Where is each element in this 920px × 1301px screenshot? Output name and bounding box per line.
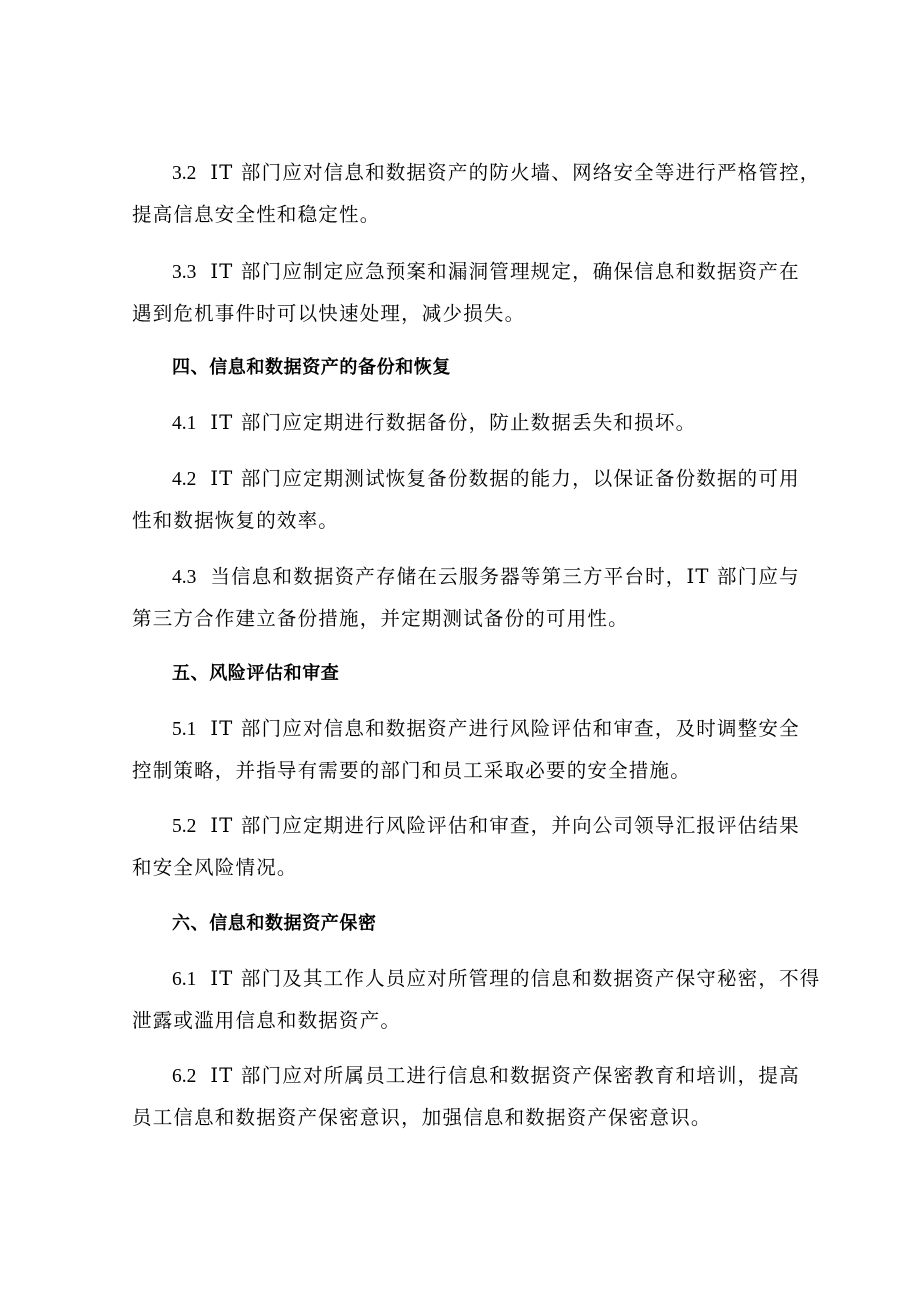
clause-4-2 <box>132 458 800 542</box>
clause-number: 3.3 <box>172 262 197 283</box>
clause-text: IT 部门应定期测试恢复备份数据的能力，以保证备份数据的可用 <box>210 467 800 490</box>
clause-5-1 <box>132 708 800 792</box>
clause-text: IT 部门及其工作人员应对所管理的信息和数据资产保守秘密，不得 <box>210 967 821 990</box>
section-heading: 五、风险评估和审查 <box>172 663 340 684</box>
clause-text: IT 部门应对所属员工进行信息和数据资产保密教育和培训，提高 <box>210 1064 800 1087</box>
clause-number: 4.1 <box>172 413 197 434</box>
clause-number: 4.2 <box>172 469 197 490</box>
section-4-heading-block <box>132 347 796 389</box>
clause-number: 6.1 <box>172 969 197 990</box>
clause-text: IT 部门应对信息和数据资产的防火墙、网络安全等进行严格管控， <box>210 161 821 184</box>
clause-text-continued: 遇到危机事件时可以快速处理，减少损失。 <box>132 302 526 325</box>
clause-4-1 <box>132 402 796 444</box>
clause-3-2 <box>132 152 821 236</box>
clause-text: IT 部门应对信息和数据资产进行风险评估和审查，及时调整安全 <box>210 717 800 740</box>
clause-4-3 <box>132 556 800 640</box>
clause-number: 4.3 <box>172 567 197 588</box>
section-5-heading-block <box>132 653 796 695</box>
clause-text: IT 部门应定期进行数据备份，防止数据丢失和损坏。 <box>210 411 697 434</box>
section-heading: 六、信息和数据资产保密 <box>172 913 377 934</box>
clause-number: 5.2 <box>172 816 197 837</box>
clause-text-continued: 泄露或滥用信息和数据资产。 <box>132 1009 402 1032</box>
clause-text-continued: 员工信息和数据资产保密意识，加强信息和数据资产保密意识。 <box>132 1106 712 1129</box>
section-heading: 四、信息和数据资产的备份和恢复 <box>172 357 451 378</box>
clause-5-2 <box>132 805 800 889</box>
clause-text-continued: 和安全风险情况。 <box>132 856 298 879</box>
clause-number: 3.2 <box>172 163 197 184</box>
clause-6-1 <box>132 958 821 1042</box>
section-6-heading-block <box>132 903 796 945</box>
clause-text: IT 部门应定期进行风险评估和审查，并向公司领导汇报评估结果 <box>210 814 800 837</box>
clause-3-3 <box>132 251 800 335</box>
clause-number: 6.2 <box>172 1066 197 1087</box>
clause-6-2 <box>132 1055 800 1139</box>
clause-number: 5.1 <box>172 719 197 740</box>
clause-text-continued: 第三方合作建立备份措施，并定期测试备份的可用性。 <box>132 607 629 630</box>
clause-text: 当信息和数据资产存储在云服务器等第三方平台时，IT 部门应与 <box>210 565 800 588</box>
clause-text-continued: 性和数据恢复的效率。 <box>132 509 340 532</box>
clause-text-continued: 控制策略，并指导有需要的部门和员工采取必要的安全措施。 <box>132 759 691 782</box>
clause-text-continued: 提高信息安全性和稳定性。 <box>132 203 381 226</box>
clause-text: IT 部门应制定应急预案和漏洞管理规定，确保信息和数据资产在 <box>210 260 800 283</box>
